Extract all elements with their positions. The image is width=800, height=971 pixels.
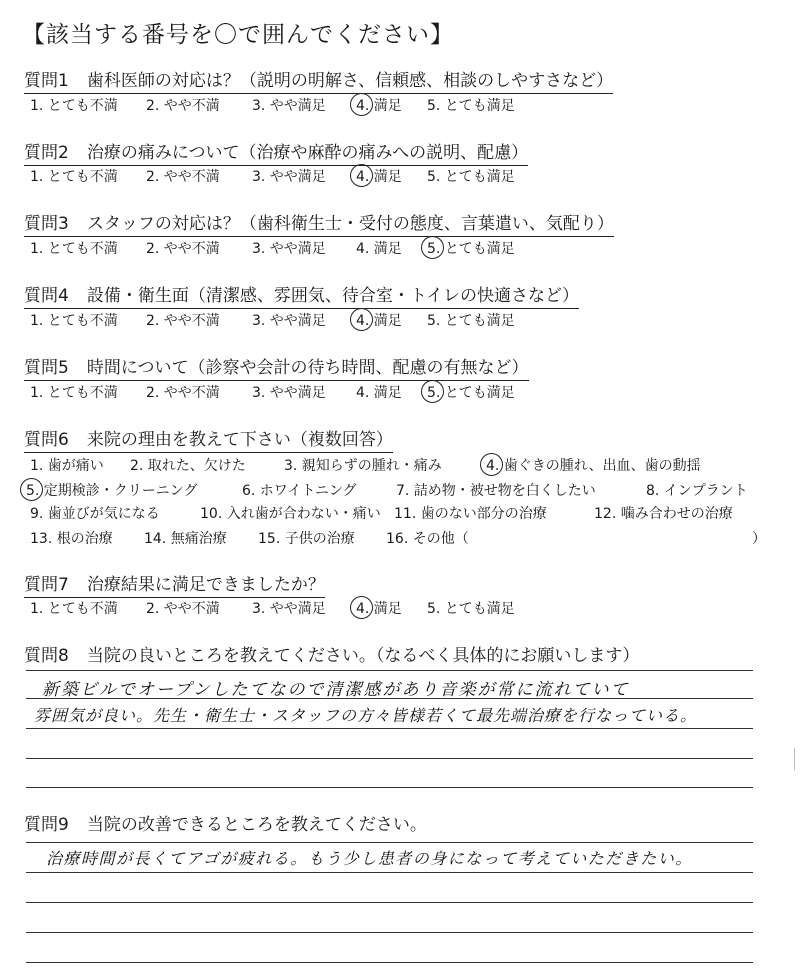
reason-13[interactable] [30,528,119,550]
question-number: 質問1 [24,71,69,91]
page-edge-mark [794,748,798,770]
option-4[interactable] [356,238,408,260]
reason-2[interactable] [130,455,252,477]
option-2[interactable] [146,166,226,188]
option-label: 3. やや満足 [252,98,326,114]
option-5[interactable] [427,598,521,620]
option-label: 2. やや不満 [146,313,220,329]
option-4-selected[interactable] [356,598,412,620]
reason-16-close [752,528,772,550]
option-1[interactable] [30,166,124,188]
reason-16[interactable] [386,528,475,550]
reason-15[interactable] [258,528,361,550]
reason-label: 14. 無痛治療 [144,531,227,547]
answer-8-rule [26,728,753,729]
option-label: 2. やや不満 [146,601,220,617]
option-3[interactable] [252,598,332,620]
question-6-heading [24,429,393,453]
reason-3[interactable] [284,455,448,477]
option-2[interactable] [146,598,226,620]
option-label: 5. とても満足 [427,313,515,329]
question-text: 当院の良いところを教えてください。（なるべく具体的にお願いします） [86,646,640,666]
question-5-heading [24,357,529,381]
option-5[interactable] [427,310,521,332]
option-2[interactable] [146,310,226,332]
answer-8-line-1: 新築ビルでオープンしたてなので清潔感があり音楽が常に流れていて [42,680,630,700]
option-4-selected[interactable] [356,310,412,332]
option-3[interactable] [252,310,332,332]
option-1[interactable] [30,598,124,620]
option-4[interactable] [356,382,408,404]
reason-label: 15. 子供の治療 [258,531,355,547]
question-text: 設備・衛生面（清潔感、雰囲気、待合室・トイレの快適さなど） [86,286,579,306]
reason-10[interactable] [200,503,387,525]
option-label: 5. とても満足 [427,382,515,404]
option-label: 4. 満足 [356,95,402,117]
question-1-heading [24,70,613,94]
option-label: 4. 満足 [356,166,402,188]
question-4-heading [24,285,579,309]
option-label: 3. やや満足 [252,169,326,185]
option-4-selected[interactable] [356,95,412,117]
option-label: 2. やや不満 [146,241,220,257]
question-3-heading [24,213,614,237]
question-number: 質問8 [24,646,69,666]
question-9-heading [24,814,427,837]
option-label: 5. とても満足 [427,601,515,617]
reason-label: 13. 根の治療 [30,531,113,547]
option-4-selected[interactable] [356,166,412,188]
answer-9-line-1: 治療時間が長くてアゴが疲れる。もう少し患者の身になって考えていただきたい。 [46,849,693,868]
reason-11[interactable] [394,503,553,525]
answer-9-rule [26,932,753,933]
reason-label: 11. 歯のない部分の治療 [394,506,547,522]
reason-label: 6. ホワイトニング [242,483,357,499]
option-3[interactable] [252,238,332,260]
question-text: 当院の改善できるところを教えてください。 [86,815,427,835]
reason-label: 8. インプラント [646,483,748,499]
reason-8[interactable] [646,480,754,502]
option-label: 5. とても満足 [427,169,515,185]
reason-label: 4. 歯ぐきの腫れ、出血、歯の動揺 [486,455,701,477]
option-label: 4. 満足 [356,310,402,332]
option-2[interactable] [146,238,226,260]
option-label: 5. とても満足 [427,238,515,260]
reason-label: 7. 詰め物・被せ物を白くしたい [396,483,596,499]
reason-label: 3. 親知らずの腫れ・痛み [284,458,442,474]
option-label: 4. 満足 [356,241,402,257]
question-number: 質問2 [24,143,69,163]
answer-8-rule [26,758,753,759]
reason-label: 9. 歯並びが気になる [30,506,160,522]
reason-label: 1. 歯が痛い [30,458,104,474]
option-label: 3. やや満足 [252,385,326,401]
reason-12[interactable] [594,503,739,525]
option-5-selected[interactable] [427,238,525,260]
answer-9-rule [26,872,753,873]
option-label: 2. やや不満 [146,385,220,401]
option-2[interactable] [146,382,226,404]
option-label: 1. とても不満 [30,601,118,617]
option-label: 1. とても不満 [30,169,118,185]
question-text: スタッフの対応は？（歯科衛生士・受付の態度、言葉遣い、気配り） [86,214,614,234]
reason-6[interactable] [242,480,363,502]
question-number: 質問7 [24,575,69,595]
option-3[interactable] [252,95,332,117]
option-5-selected[interactable] [427,382,525,404]
option-2[interactable] [146,95,226,117]
reason-1[interactable] [30,455,110,477]
option-label: 3. やや満足 [252,241,326,257]
answer-8-line-2: 雰囲気が良い。先生・衛生士・スタッフの方々皆様若くて最先端治療を行なっている。 [34,706,698,725]
option-5[interactable] [427,166,521,188]
option-3[interactable] [252,166,332,188]
answer-8-rule [26,787,753,788]
option-label: 2. やや不満 [146,169,220,185]
question-7-heading [24,574,325,598]
question-number: 質問3 [24,214,69,234]
question-number: 質問4 [24,286,69,306]
answer-9-rule [26,902,753,903]
option-label: 4. 満足 [356,385,402,401]
answer-8-rule [26,670,753,671]
reason-label: ） [752,531,766,547]
option-1[interactable] [30,238,124,260]
option-label: 1. とても不満 [30,241,118,257]
option-label: 5. とても満足 [427,98,515,114]
option-label: 1. とても不満 [30,313,118,329]
reason-label: 2. 取れた、欠けた [130,458,246,474]
reason-label: 12. 噛み合わせの治療 [594,506,733,522]
reason-9[interactable] [30,503,166,525]
question-text: 歯科医師の対応は？（説明の明解さ、信頼感、相談のしやすさなど） [86,71,614,91]
question-text: 治療の痛みについて（治療や麻酔の痛みへの説明、配慮） [86,143,529,163]
answer-8-rule [26,698,753,699]
question-text: 来院の理由を教えて下さい（複数回答） [86,430,393,450]
question-text: 治療結果に満足できましたか？ [86,575,325,595]
question-number: 質問9 [24,815,69,835]
reason-5-selected[interactable] [26,480,208,502]
answer-9-rule [26,962,753,963]
reason-label: 5. 定期検診・クリーニング [26,480,198,502]
question-number: 質問6 [24,430,69,450]
option-1[interactable] [30,382,124,404]
reason-label: 16. その他（ [386,531,469,547]
question-8-heading [24,645,639,668]
option-5[interactable] [427,95,521,117]
question-2-heading [24,142,528,166]
option-label: 1. とても不満 [30,385,118,401]
option-label: 1. とても不満 [30,98,118,114]
option-1[interactable] [30,95,124,117]
option-label: 3. やや満足 [252,313,326,329]
page-title: 【該当する番号を〇で囲んでください】 [22,22,454,48]
question-text: 時間について（診察や会計の待ち時間、配慮の有無など） [86,358,529,378]
reason-4-selected[interactable] [486,455,711,477]
reason-14[interactable] [144,528,233,550]
question-number: 質問5 [24,358,69,378]
option-label: 2. やや不満 [146,98,220,114]
reason-label: 10. 入れ歯が合わない・痛い [200,506,381,522]
option-label: 3. やや満足 [252,601,326,617]
option-1[interactable] [30,310,124,332]
option-label: 4. 満足 [356,598,402,620]
answer-9-rule [26,842,753,843]
option-3[interactable] [252,382,332,404]
reason-7[interactable] [396,480,602,502]
